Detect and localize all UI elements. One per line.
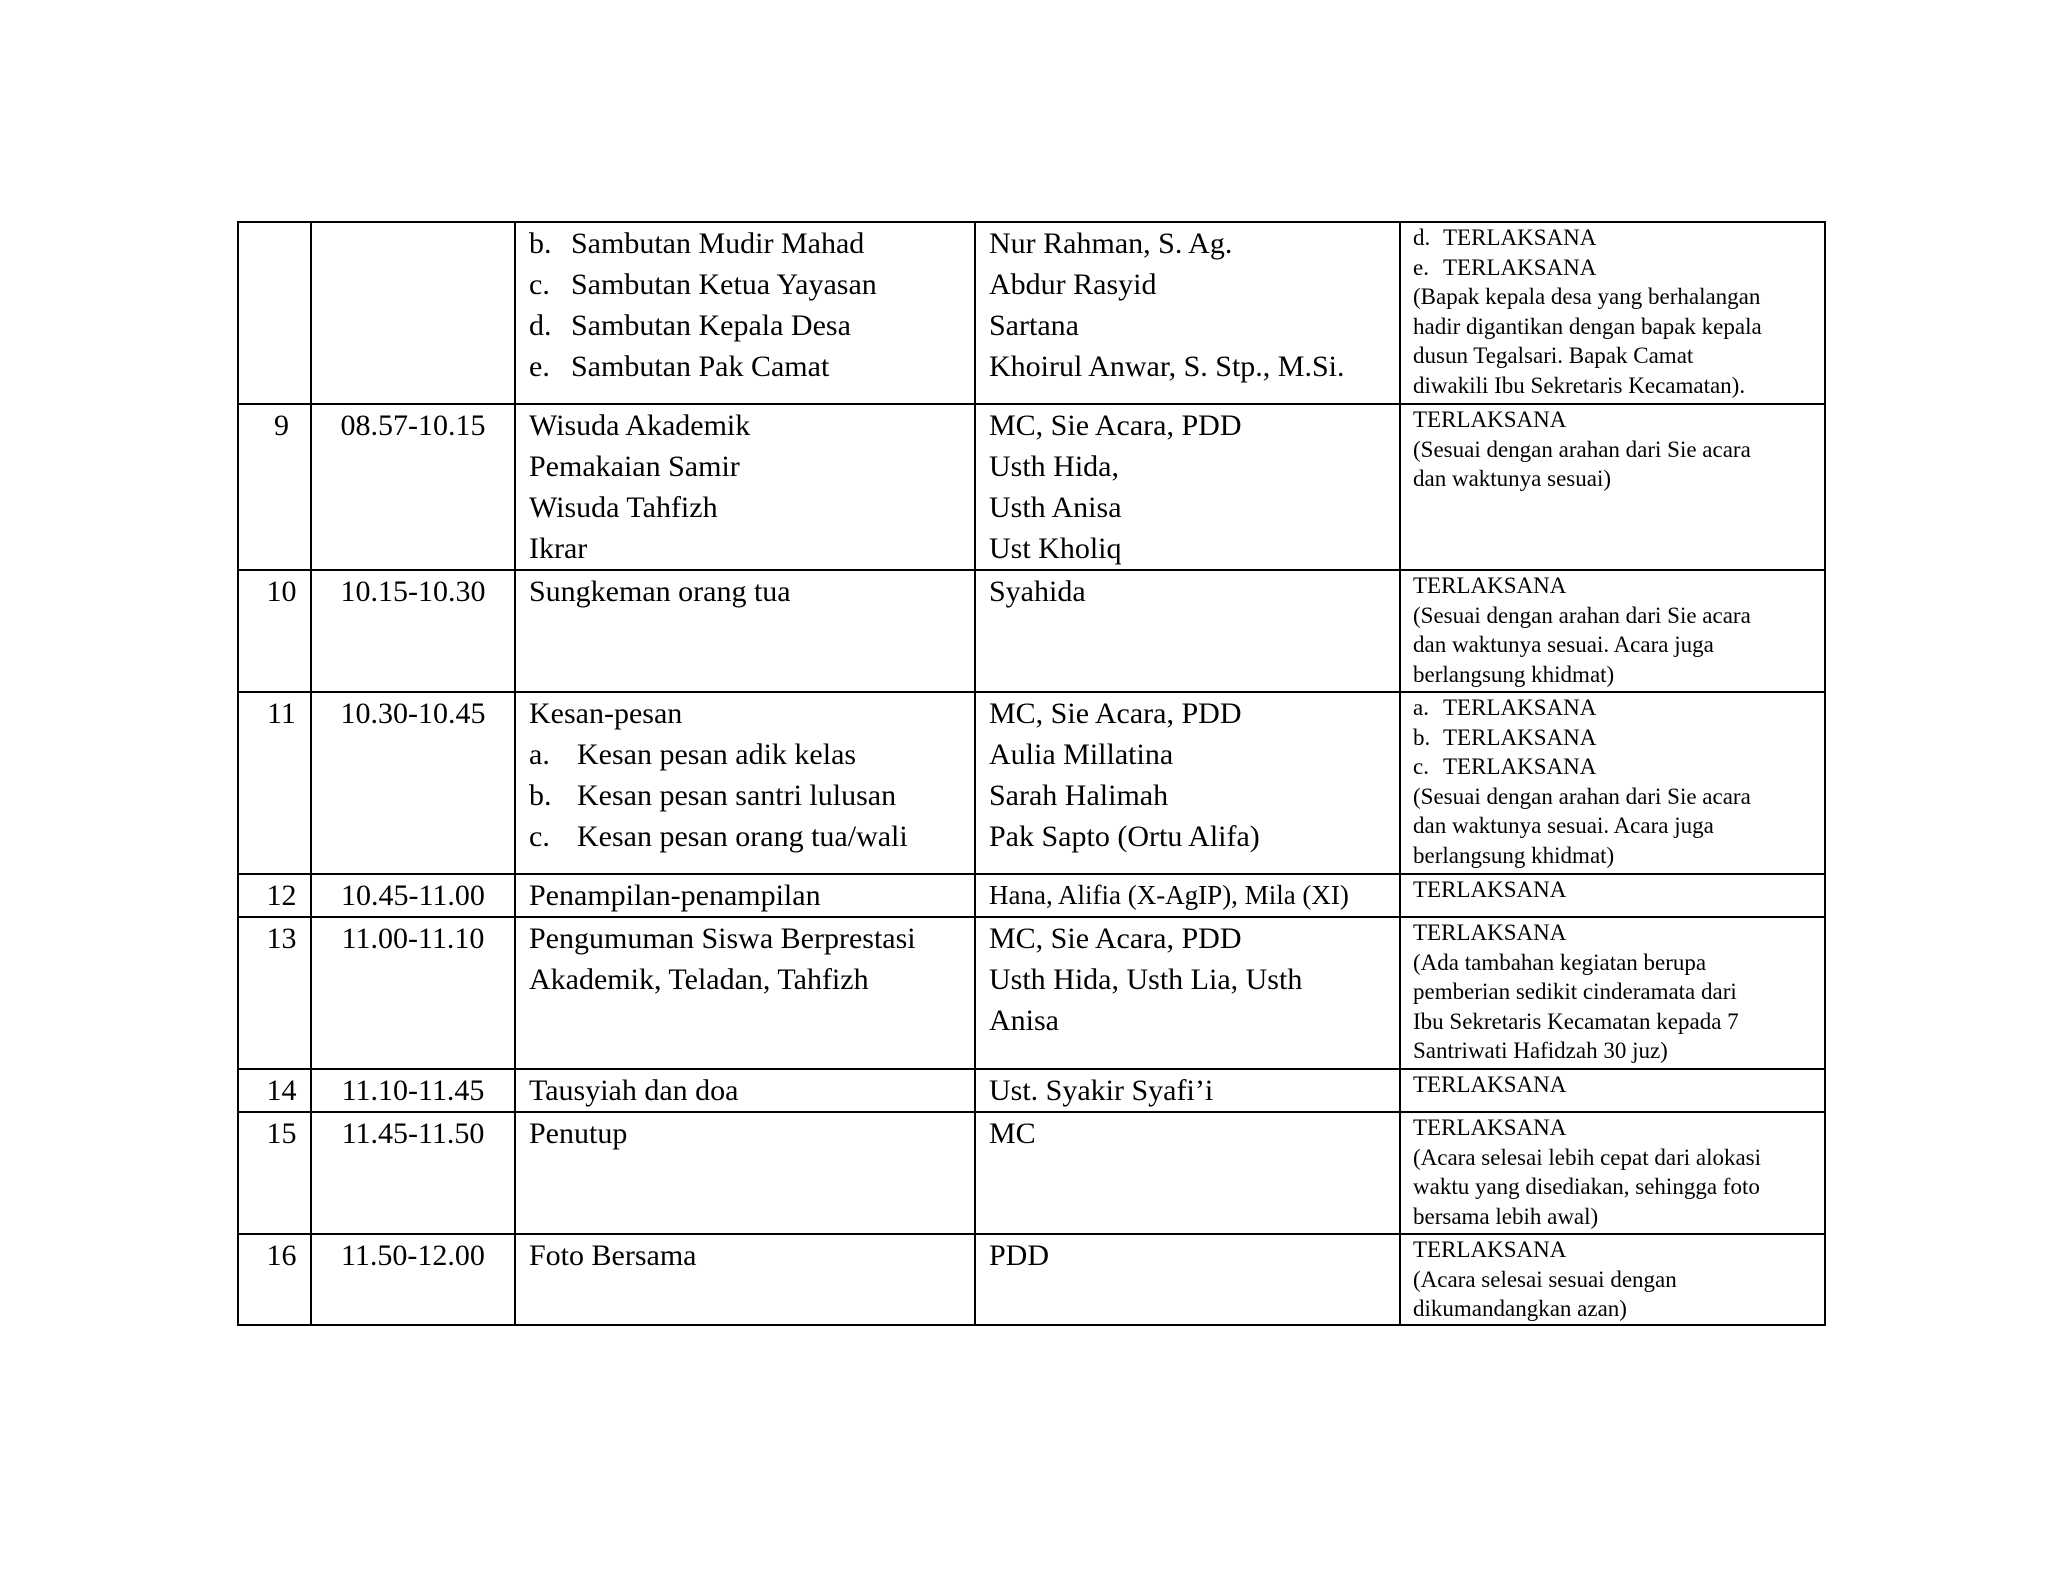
activity-cell <box>515 222 975 404</box>
list-item <box>1413 723 1824 753</box>
table-row <box>238 917 1825 1069</box>
activity-cell <box>515 1234 975 1325</box>
list-item <box>529 775 974 816</box>
activity-cell <box>515 874 975 917</box>
text-line: Usth Hida, Usth Lia, Usth <box>989 963 1303 996</box>
list-text: Sambutan Pak Camat <box>571 350 830 383</box>
text-line: Santriwati Hafidzah 30 juz) <box>1413 1038 1668 1063</box>
text-line: Ust Kholiq <box>989 532 1122 565</box>
person-in-charge-cell <box>975 917 1400 1069</box>
notes-cell <box>1400 692 1825 874</box>
row-number <box>238 222 311 404</box>
notes-cell <box>1400 874 1825 917</box>
text-line: waktu yang disediakan, sehingga foto <box>1413 1174 1760 1199</box>
list-text: TERLAKSANA <box>1443 225 1597 250</box>
table-row <box>238 404 1825 570</box>
text-line: Akademik, Teladan, Tahfizh <box>529 963 869 996</box>
text-line: Wisuda Tahfizh <box>529 491 718 524</box>
row-number: 9 <box>238 404 311 570</box>
text-line: (Sesuai dengan arahan dari Sie acara <box>1413 602 1751 628</box>
table-row <box>238 692 1825 874</box>
schedule-table <box>237 221 1826 1326</box>
activity-cell <box>515 570 975 692</box>
activity-cell <box>515 404 975 570</box>
text-line: (Bapak kepala desa yang berhalangan <box>1413 284 1761 309</box>
text-line: dikumandangkan azan) <box>1413 1296 1627 1321</box>
list-marker: d. <box>1413 225 1431 250</box>
text-line: Kesan-pesan <box>529 697 683 730</box>
text-line: (Acara selesai lebih cepat dari alokasi <box>1413 1144 1762 1170</box>
text-line: Pengumuman Siswa Berprestasi <box>529 922 916 955</box>
list-text: Sambutan Kepala Desa <box>571 309 851 342</box>
time-slot: 11.45-11.50 <box>311 1112 515 1234</box>
row-number: 16 <box>238 1234 311 1325</box>
text-line: Nur Rahman, S. Ag. <box>989 227 1233 260</box>
list-marker: c. <box>529 820 550 853</box>
list-marker: c. <box>1413 754 1429 779</box>
list-item <box>529 734 974 775</box>
list-text: Kesan pesan santri lulusan <box>577 779 897 812</box>
activity-cell <box>515 1112 975 1234</box>
text-line: berlangsung khidmat) <box>1413 842 1615 868</box>
list-text: Kesan pesan adik kelas <box>577 738 857 771</box>
text-line: dan waktunya sesuai. Acara juga <box>1413 632 1714 657</box>
list-text: Kesan pesan orang tua/wali <box>577 820 908 853</box>
list-item <box>1413 693 1824 723</box>
text-line: dan waktunya sesuai) <box>1413 466 1611 491</box>
text-line: Sarah Halimah <box>989 779 1169 812</box>
list-marker: a. <box>1413 695 1429 720</box>
time-slot: 11.10-11.45 <box>311 1069 515 1112</box>
text-line: Ibu Sekretaris Kecamatan kepada 7 <box>1413 1008 1739 1034</box>
list-item <box>529 223 974 264</box>
time-slot: 10.15-10.30 <box>311 570 515 692</box>
activity-cell <box>515 917 975 1069</box>
time-slot: 11.50-12.00 <box>311 1234 515 1325</box>
table-row <box>238 1069 1825 1112</box>
text-line: Khoirul Anwar, S. Stp., M.Si. <box>989 350 1345 383</box>
text-line: hadir digantikan dengan bapak kepala <box>1413 313 1762 339</box>
row-number: 13 <box>238 917 311 1069</box>
notes-cell <box>1400 917 1825 1069</box>
list-text: Sambutan Mudir Mahad <box>571 227 865 260</box>
list-item <box>529 346 974 387</box>
row-number: 12 <box>238 874 311 917</box>
list-text: Sambutan Ketua Yayasan <box>571 268 877 301</box>
text-line: (Acara selesai sesuai dengan <box>1413 1266 1677 1292</box>
list-marker: c. <box>529 268 550 301</box>
list-text: TERLAKSANA <box>1443 695 1597 720</box>
person-in-charge-cell <box>975 404 1400 570</box>
activity-cell <box>515 1069 975 1112</box>
text-line: pemberian sedikit cinderamata dari <box>1413 979 1737 1004</box>
person-in-charge-cell <box>975 1234 1400 1325</box>
text-line: (Sesuai dengan arahan dari Sie acara <box>1413 783 1751 809</box>
text-line: TERLAKSANA <box>1413 407 1567 432</box>
list-item <box>529 816 974 857</box>
notes-cell <box>1400 404 1825 570</box>
row-number: 10 <box>238 570 311 692</box>
text-line: Usth Anisa <box>989 491 1122 524</box>
schedule-body <box>238 222 1825 1325</box>
text-line: PDD <box>989 1239 1050 1272</box>
text-line: Ikrar <box>529 532 588 565</box>
text-line: berlangsung khidmat) <box>1413 661 1615 687</box>
person-in-charge-cell <box>975 222 1400 404</box>
text-line: TERLAKSANA <box>1413 573 1567 598</box>
row-number: 14 <box>238 1069 311 1112</box>
list-text: TERLAKSANA <box>1443 254 1597 280</box>
text-line: Penutup <box>529 1117 628 1150</box>
text-line: Sungkeman orang tua <box>529 575 791 608</box>
list-item <box>1413 223 1824 253</box>
text-line: MC, Sie Acara, PDD <box>989 697 1242 730</box>
text-line: Abdur Rasyid <box>989 268 1157 301</box>
row-number: 15 <box>238 1112 311 1234</box>
table-row <box>238 222 1825 404</box>
list-item <box>1413 253 1824 283</box>
list-item <box>529 264 974 305</box>
person-in-charge-cell <box>975 692 1400 874</box>
text-line: MC, Sie Acara, PDD <box>989 409 1242 442</box>
list-marker: a. <box>529 738 550 771</box>
list-text: TERLAKSANA <box>1443 754 1597 779</box>
text-line: Tausyiah dan doa <box>529 1074 739 1107</box>
text-line: TERLAKSANA <box>1413 1072 1567 1097</box>
list-item <box>1413 752 1824 782</box>
text-line: Wisuda Akademik <box>529 409 751 442</box>
text-line: dan waktunya sesuai. Acara juga <box>1413 813 1714 838</box>
text-line: Foto Bersama <box>529 1239 697 1272</box>
list-marker: b. <box>529 779 552 812</box>
text-line: Pemakaian Samir <box>529 450 740 483</box>
notes-cell <box>1400 570 1825 692</box>
text-line: Sartana <box>989 309 1079 342</box>
text-line: (Ada tambahan kegiatan berupa <box>1413 949 1707 975</box>
list-item <box>529 305 974 346</box>
time-slot: 10.45-11.00 <box>311 874 515 917</box>
activity-cell <box>515 692 975 874</box>
time-slot: 10.30-10.45 <box>311 692 515 874</box>
time-slot <box>311 222 515 404</box>
list-marker: b. <box>529 227 552 260</box>
text-line: Syahida <box>989 575 1086 608</box>
text-line: bersama lebih awal) <box>1413 1203 1599 1229</box>
text-line: Ust. Syakir Syafi’i <box>989 1074 1214 1107</box>
text-line: MC <box>989 1117 1036 1150</box>
list-marker: e. <box>529 350 550 383</box>
notes-cell <box>1400 1234 1825 1325</box>
text-line: Usth Hida, <box>989 450 1119 483</box>
text-line: MC, Sie Acara, PDD <box>989 922 1242 955</box>
table-row <box>238 1234 1825 1325</box>
list-marker: e. <box>1413 254 1429 280</box>
text-line: TERLAKSANA <box>1413 920 1567 945</box>
list-text: TERLAKSANA <box>1443 724 1597 750</box>
notes-cell <box>1400 222 1825 404</box>
text-line: Aulia Millatina <box>989 738 1174 771</box>
table-row <box>238 874 1825 917</box>
text-line: Penampilan-penampilan <box>529 879 821 912</box>
person-in-charge-cell <box>975 874 1400 917</box>
person-in-charge-cell <box>975 570 1400 692</box>
text-line: Pak Sapto (Ortu Alifa) <box>989 820 1260 853</box>
text-line: Anisa <box>989 1004 1059 1037</box>
text-line: dusun Tegalsari. Bapak Camat <box>1413 343 1694 368</box>
notes-cell <box>1400 1112 1825 1234</box>
text-line: TERLAKSANA <box>1413 1237 1567 1262</box>
time-slot: 11.00-11.10 <box>311 917 515 1069</box>
row-number: 11 <box>238 692 311 874</box>
time-slot: 08.57-10.15 <box>311 404 515 570</box>
table-row <box>238 570 1825 692</box>
person-in-charge-cell <box>975 1069 1400 1112</box>
text-line: Hana, Alifia (X-AgIP), Mila (XI) <box>989 880 1349 910</box>
person-in-charge-cell <box>975 1112 1400 1234</box>
text-line: (Sesuai dengan arahan dari Sie acara <box>1413 436 1751 462</box>
list-marker: d. <box>529 309 552 342</box>
table-row <box>238 1112 1825 1234</box>
text-line: TERLAKSANA <box>1413 877 1567 902</box>
notes-cell <box>1400 1069 1825 1112</box>
text-line: diwakili Ibu Sekretaris Kecamatan). <box>1413 372 1746 398</box>
list-marker: b. <box>1413 724 1431 750</box>
text-line: TERLAKSANA <box>1413 1115 1567 1140</box>
